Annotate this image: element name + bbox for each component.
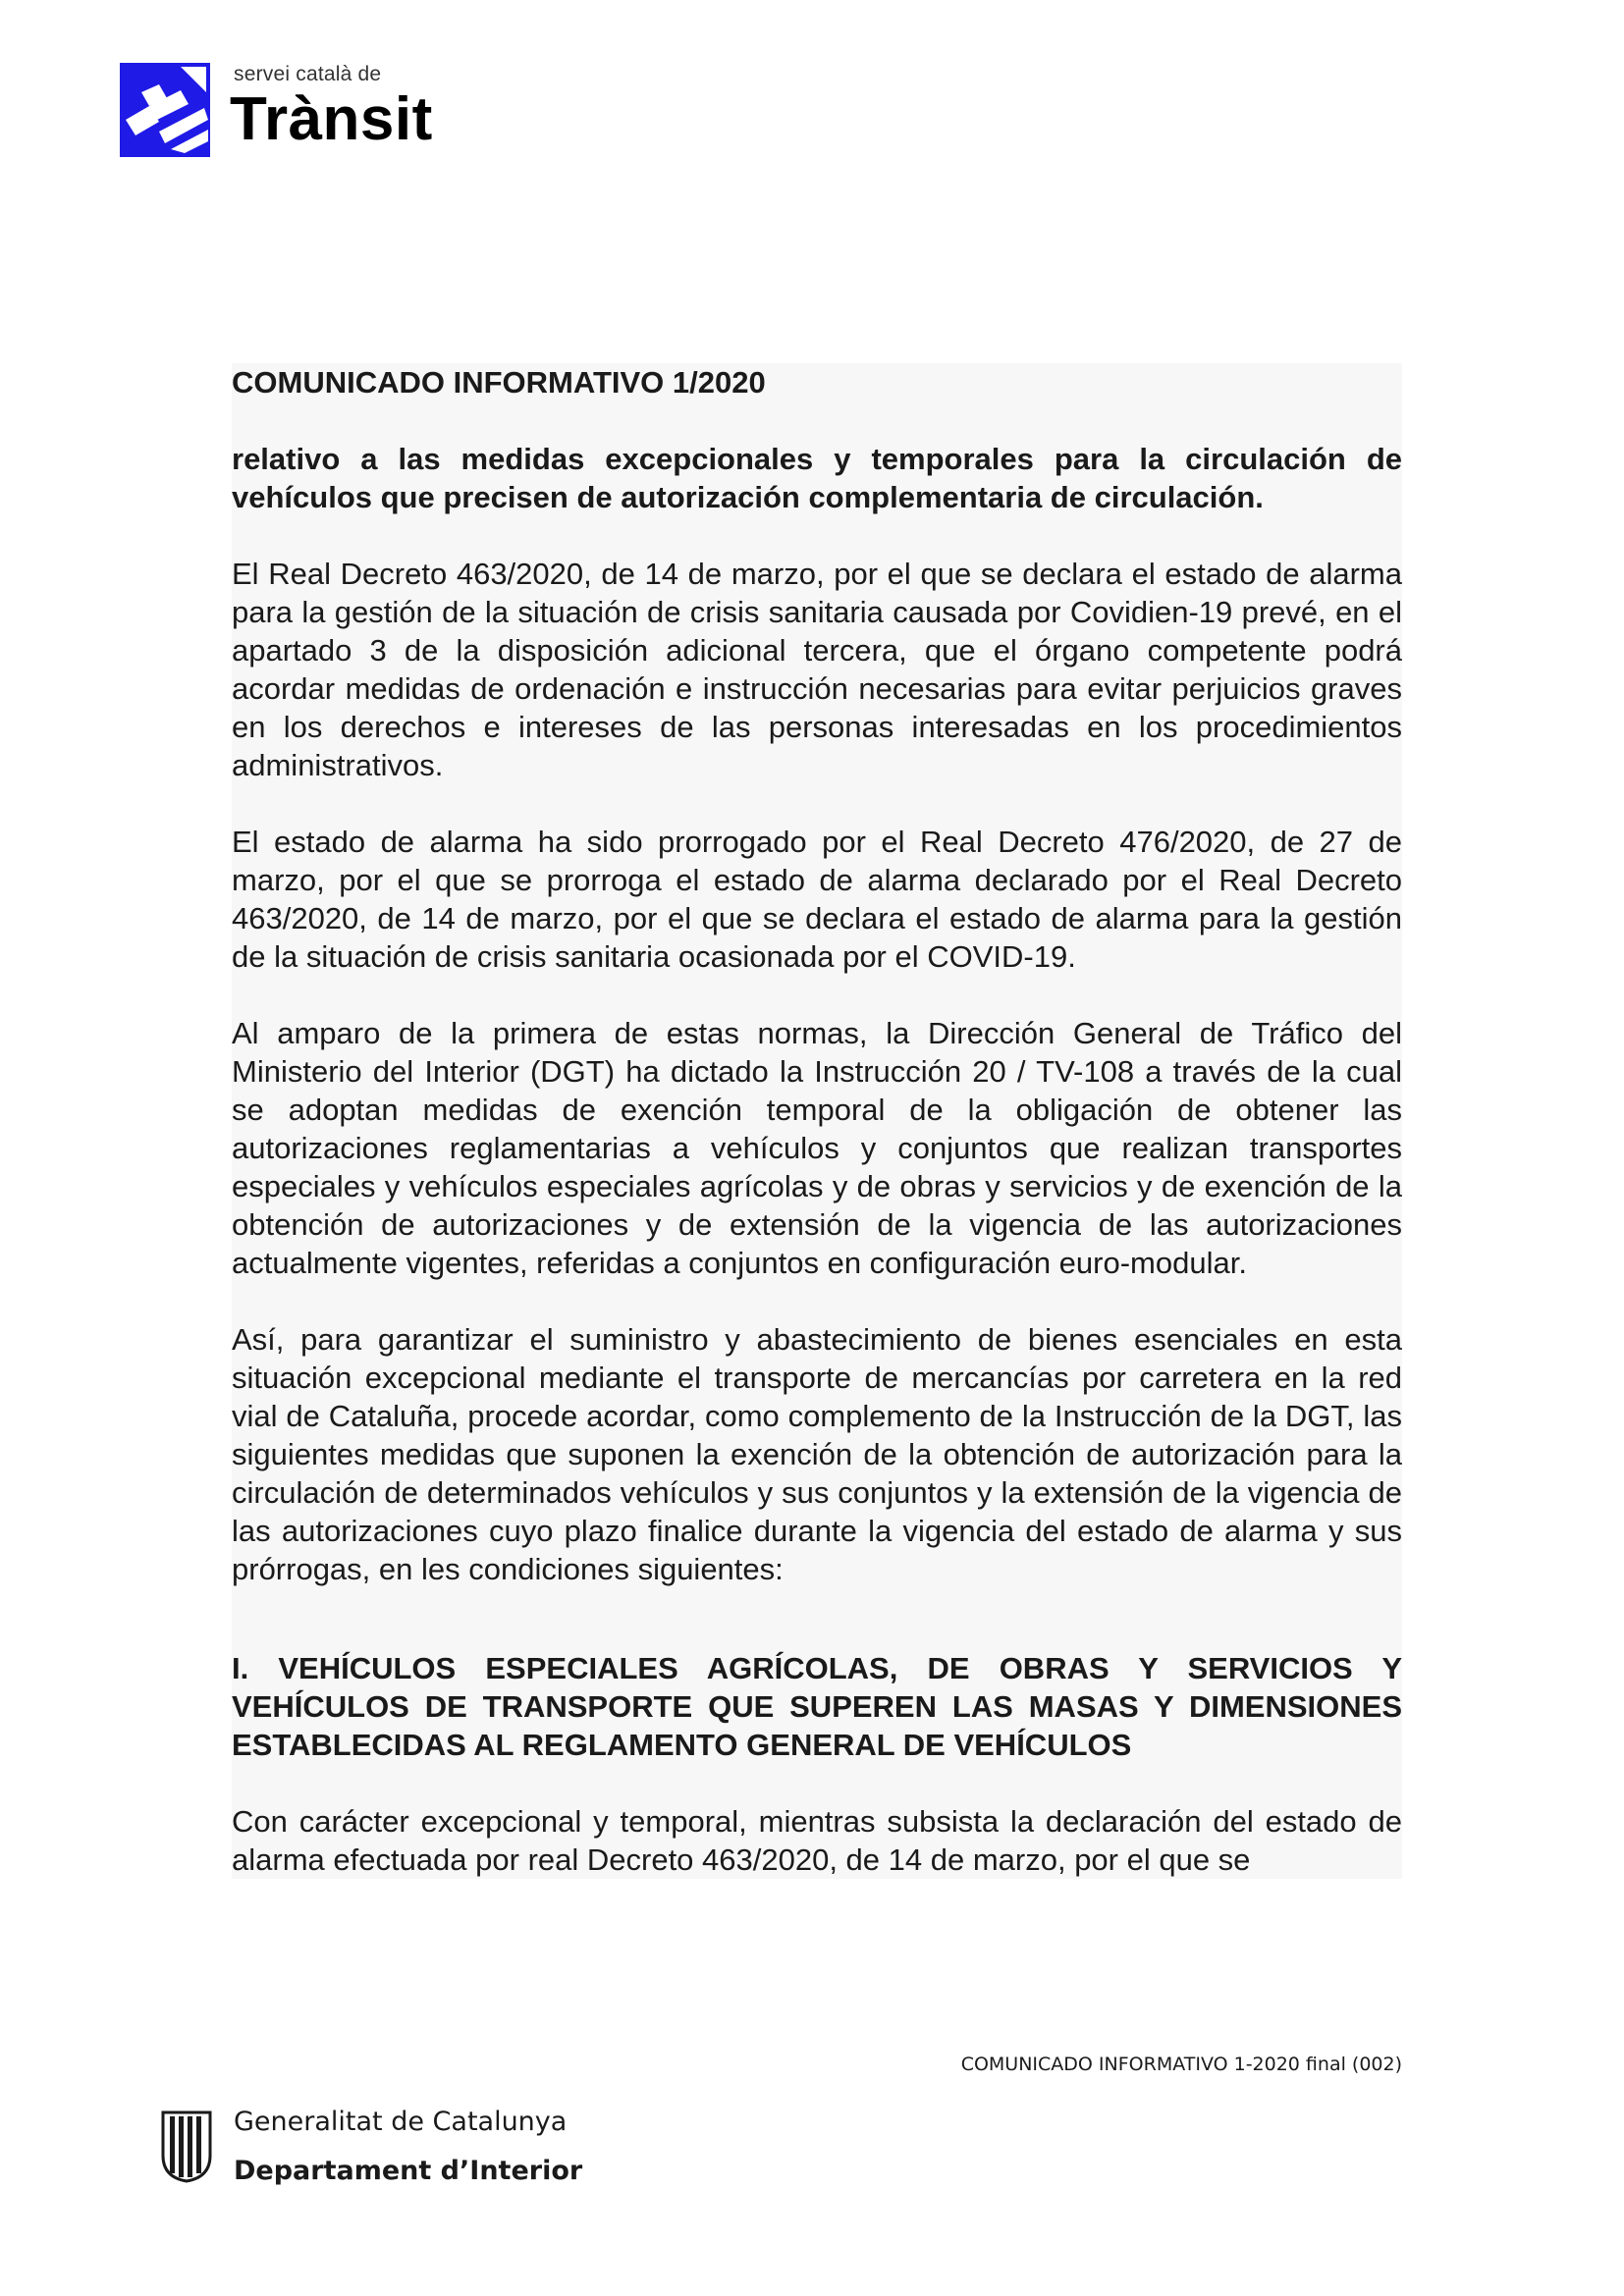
transit-logo-icon bbox=[120, 63, 210, 157]
generalitat-logo-icon bbox=[159, 2109, 214, 2183]
logo-subtitle: servei català de bbox=[234, 63, 382, 85]
document-title: COMUNICADO INFORMATIVO 1/2020 bbox=[232, 365, 766, 400]
document-subtitle: relativo a las medidas excepcionales y temporales para la circulación de vehículos que precisen de autorización complementaria de circulación. bbox=[232, 442, 1402, 514]
paragraph-1: El Real Decreto 463/2020, de 14 de marzo, por el que se declara el estado de alarma para la gestión de la situación de crisis sanitaria causada por Covidien-19 prevé, en el apartado 3 de la disposición adicional tercera, que el órgano competente podrá acordar medidas de ordenación e instrucción necesarias para evitar perjuicios graves en los derechos e intereses de las personas interesadas en los procedimientos administrativos. bbox=[232, 557, 1402, 782]
department-name: Departament d’Interior bbox=[234, 2156, 583, 2186]
section-heading: I. VEHÍCULOS ESPECIALES AGRÍCOLAS, DE OBRAS Y SERVICIOS Y VEHÍCULOS DE TRANSPORTE QUE SUPEREN LAS MASAS Y DIMENSIONES ESTABLECIDAS AL REGLAMENTO GENERAL DE VEHÍCULOS bbox=[232, 1651, 1402, 1762]
logo-title: Trànsit bbox=[230, 85, 433, 153]
transit-logo bbox=[120, 63, 473, 161]
document-body bbox=[232, 363, 1402, 1879]
paragraph-4: Así, para garantizar el suministro y abastecimiento de bienes esenciales en esta situación excepcional mediante el transporte de mercancías por carretera en la red vial de Cataluña, procede acordar, como complemento de la Instrucción de la DGT, las siguientes medidas que suponen la exención de la obtención de autorización para la circulación de determinados vehículos y sus conjuntos y la extensión de la vigencia de las autorizaciones cuyo plazo finalice durante la vigencia del estado de alarma y sus prórrogas, en les condiciones siguientes: bbox=[232, 1322, 1402, 1586]
paragraph-2: El estado de alarma ha sido prorrogado por el Real Decreto 476/2020, de 27 de marzo, por el que se prorroga el estado de alarma declarado por el Real Decreto 463/2020, de 14 de marzo, por el que se declara el estado de alarma para la gestión de la situación de crisis sanitaria ocasionada por el COVID-19. bbox=[232, 825, 1402, 974]
document-reference: COMUNICADO INFORMATIVO 1-2020 final (002) bbox=[960, 2054, 1402, 2075]
section-paragraph: Con carácter excepcional y temporal, mientras subsista la declaración del estado de alarma efectuada por real Decreto 463/2020, de 14 de marzo, por el que se bbox=[232, 1804, 1402, 1877]
paragraph-3: Al amparo de la primera de estas normas, la Dirección General de Tráfico del Ministerio del Interior (DGT) ha dictado la Instrucción 20 / TV-108 a través de la cual se adoptan medidas de exención temporal de la obligación de obtener las autorizaciones reglamentarias a vehículos y conjuntos que realizan transportes especiales y vehículos especiales agrícolas y de obras y servicios y de exención de la obtención de autorizaciones y de extensión de la vigencia de las autorizaciones actualmente vigentes, referidas a conjuntos en configuración euro-modular. bbox=[232, 1016, 1402, 1280]
government-name: Generalitat de Catalunya bbox=[234, 2107, 568, 2137]
